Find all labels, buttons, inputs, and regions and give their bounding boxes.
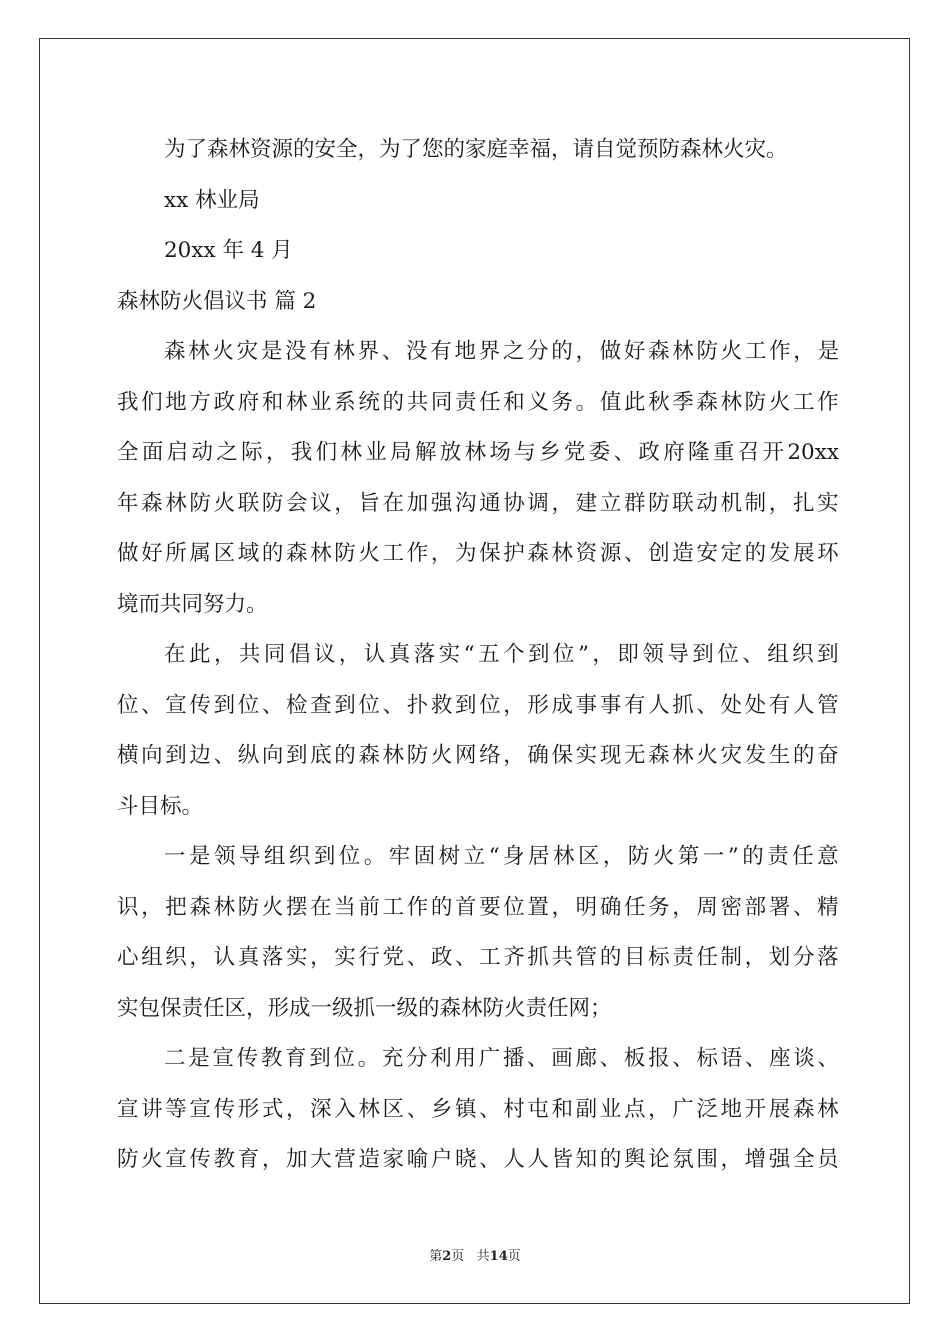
text-line: 斗目标。 bbox=[117, 793, 204, 819]
current-page-number: 2 bbox=[442, 1249, 452, 1264]
text-line: 二 是 宣 传 教 育 到 位 。 充 分 利 用 广 播 、 画 廊 、 板 报 、 标 语 、 座 谈 、 bbox=[164, 1046, 839, 1071]
text-line: 年 森 林 防 火 联 防 会 议 ， 旨 在 加 强 沟 通 协 调 ， 建 立 群 防 联 动 机 制 ， 扎 实 bbox=[117, 490, 839, 516]
text-line: 横 向 到 边 、 纵 向 到 底 的 森 林 防 火 网 络 ， 确 保 实 现 无 森 林 火 灾 发 生 的 奋 bbox=[117, 743, 839, 768]
document-body bbox=[117, 125, 839, 1186]
text-line: xx 林业局 bbox=[164, 187, 260, 213]
text-line: 宣 讲 等 宣 传 形 式 ， 深 入 林 区 、 乡 镇 、 村 屯 和 副 业 点 ， 广 泛 地 开 展 森 林 bbox=[117, 1096, 839, 1122]
footer-prefix: 第 bbox=[429, 1249, 443, 1264]
total-pages-number: 14 bbox=[489, 1249, 508, 1264]
page-footer bbox=[0, 1245, 950, 1264]
text-line: 为了森林资源的安全，为了您的家庭幸福，请自觉预防森林火灾。 bbox=[164, 137, 788, 162]
text-line: 我 们 地 方 政 府 和 林 业 系 统 的 共 同 责 任 和 义 务 。 值 此 秋 季 森 林 防 火 工 作 bbox=[117, 389, 839, 415]
text-line: 一 是 领 导 组 织 到 位 。 牢 固 树 立 “ 身 居 林 区 ， 防 火 第 一 ” 的 责 任 意 bbox=[164, 844, 839, 869]
text-line: 做 好 所 属 区 域 的 森 林 防 火 工 作 ， 为 保 护 森 林 资 源 、 创 造 安 定 的 发 展 环 bbox=[117, 541, 839, 566]
text-line: 心 组 织 ， 认 真 落 实 ， 实 行 党 、 政 、 工 齐 抓 共 管 的 目 标 责 任 制 ， 划 分 落 bbox=[117, 945, 839, 970]
text-line: 识 ， 把 森 林 防 火 摆 在 当 前 工 作 的 首 要 位 置 ， 明 确 任 务 ， 周 密 部 署 、 精 bbox=[117, 894, 839, 920]
text-line: 全 面 启 动 之 际 ， 我 们 林 业 局 解 放 林 场 与 乡 党 委 、 政 府 隆 重 召 开 20xx bbox=[117, 440, 839, 465]
text-line: 境而共同努力。 bbox=[117, 591, 268, 617]
footer-mid: 页 共 bbox=[451, 1249, 490, 1264]
text-line: 森林防火倡议书 篇 2 bbox=[117, 288, 317, 314]
text-line: 20xx 年 4 月 bbox=[164, 238, 293, 263]
text-line: 实包保责任区，形成一级抓一级的森林防火责任网； bbox=[117, 995, 612, 1021]
text-line: 在 此 ， 共 同 倡 议 ， 认 真 落 实 “ 五 个 到 位 ” ， 即 领 导 到 位 、 组 织 到 bbox=[164, 642, 839, 667]
footer-suffix: 页 bbox=[507, 1249, 521, 1264]
text-line: 防 火 宣 传 教 育 ， 加 大 营 造 家 喻 户 晓 、 人 人 皆 知 的 舆 论 氛 围 ， 增 强 全 员 bbox=[117, 1147, 839, 1172]
text-line: 森 林 火 灾 是 没 有 林 界 、 没 有 地 界 之 分 的 ， 做 好 森 林 防 火 工 作 ， 是 bbox=[164, 339, 839, 364]
text-line: 位 、 宣 传 到 位 、 检 查 到 位 、 扑 救 到 位 ， 形 成 事 事 有 人 抓 、 处 处 有 人 管 bbox=[117, 692, 839, 718]
